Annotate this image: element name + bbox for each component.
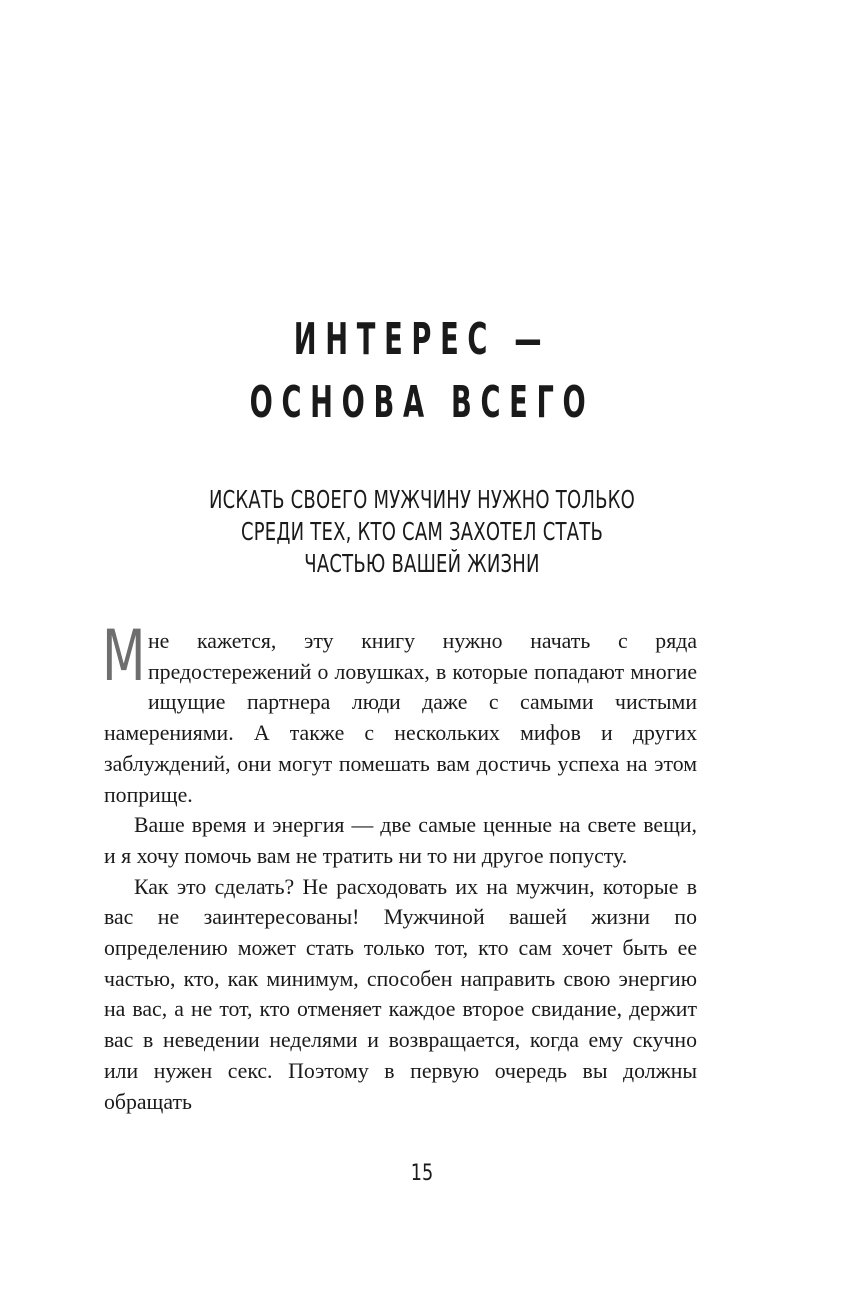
chapter-subtitle-line-2: СРЕДИ ТЕХ, КТО САМ ЗАХОТЕЛ СТАТЬ <box>240 517 604 546</box>
paragraph-3: Как это сделать? Не расходовать их на мужчин, которые в вас не заинтересованы! Мужчиной вашей жизни по определению может стать только тот, кто сам хочет быть ее частью, кто, как минимум, способен направить свою энергию на вас, а не тот, кто отменяет каждое второе свидание, держит вас в неведении неделями и возвращается, когда ему скучно или нужен секс. Поэтому в первую очередь вы должны обращать <box>104 874 697 1114</box>
chapter-title-line-1: ИНТЕРЕС — <box>293 314 551 365</box>
chapter-title-line-2: ОСНОВА ВСЕГО <box>249 377 595 428</box>
paragraph-2: Ваше время и энергия — две самые ценные на свете вещи, и я хочу помочь вам не тратить ни то ни другое попусту. <box>104 813 697 868</box>
paragraph-1 <box>102 615 697 810</box>
chapter-subtitle-line-3: ЧАСТЬЮ ВАШЕЙ ЖИЗНИ <box>304 549 540 578</box>
page-number: 15 <box>410 1161 434 1186</box>
drop-cap: М <box>102 615 146 697</box>
chapter-subtitle-line-1: ИСКАТЬ СВОЕГО МУЖЧИНУ НУЖНО ТОЛЬКО <box>208 485 636 514</box>
paragraph-1-text: не кажется, эту книгу нужно начать с ряда предостережений о ловушках, в которые попадают многие ищущие партнера люди даже с самыми чистыми намерениями. А также с нескольких мифов и других заблуждений, они могут помешать вам достичь успеха на этом поприще. <box>104 629 697 807</box>
body-text <box>102 615 697 1117</box>
